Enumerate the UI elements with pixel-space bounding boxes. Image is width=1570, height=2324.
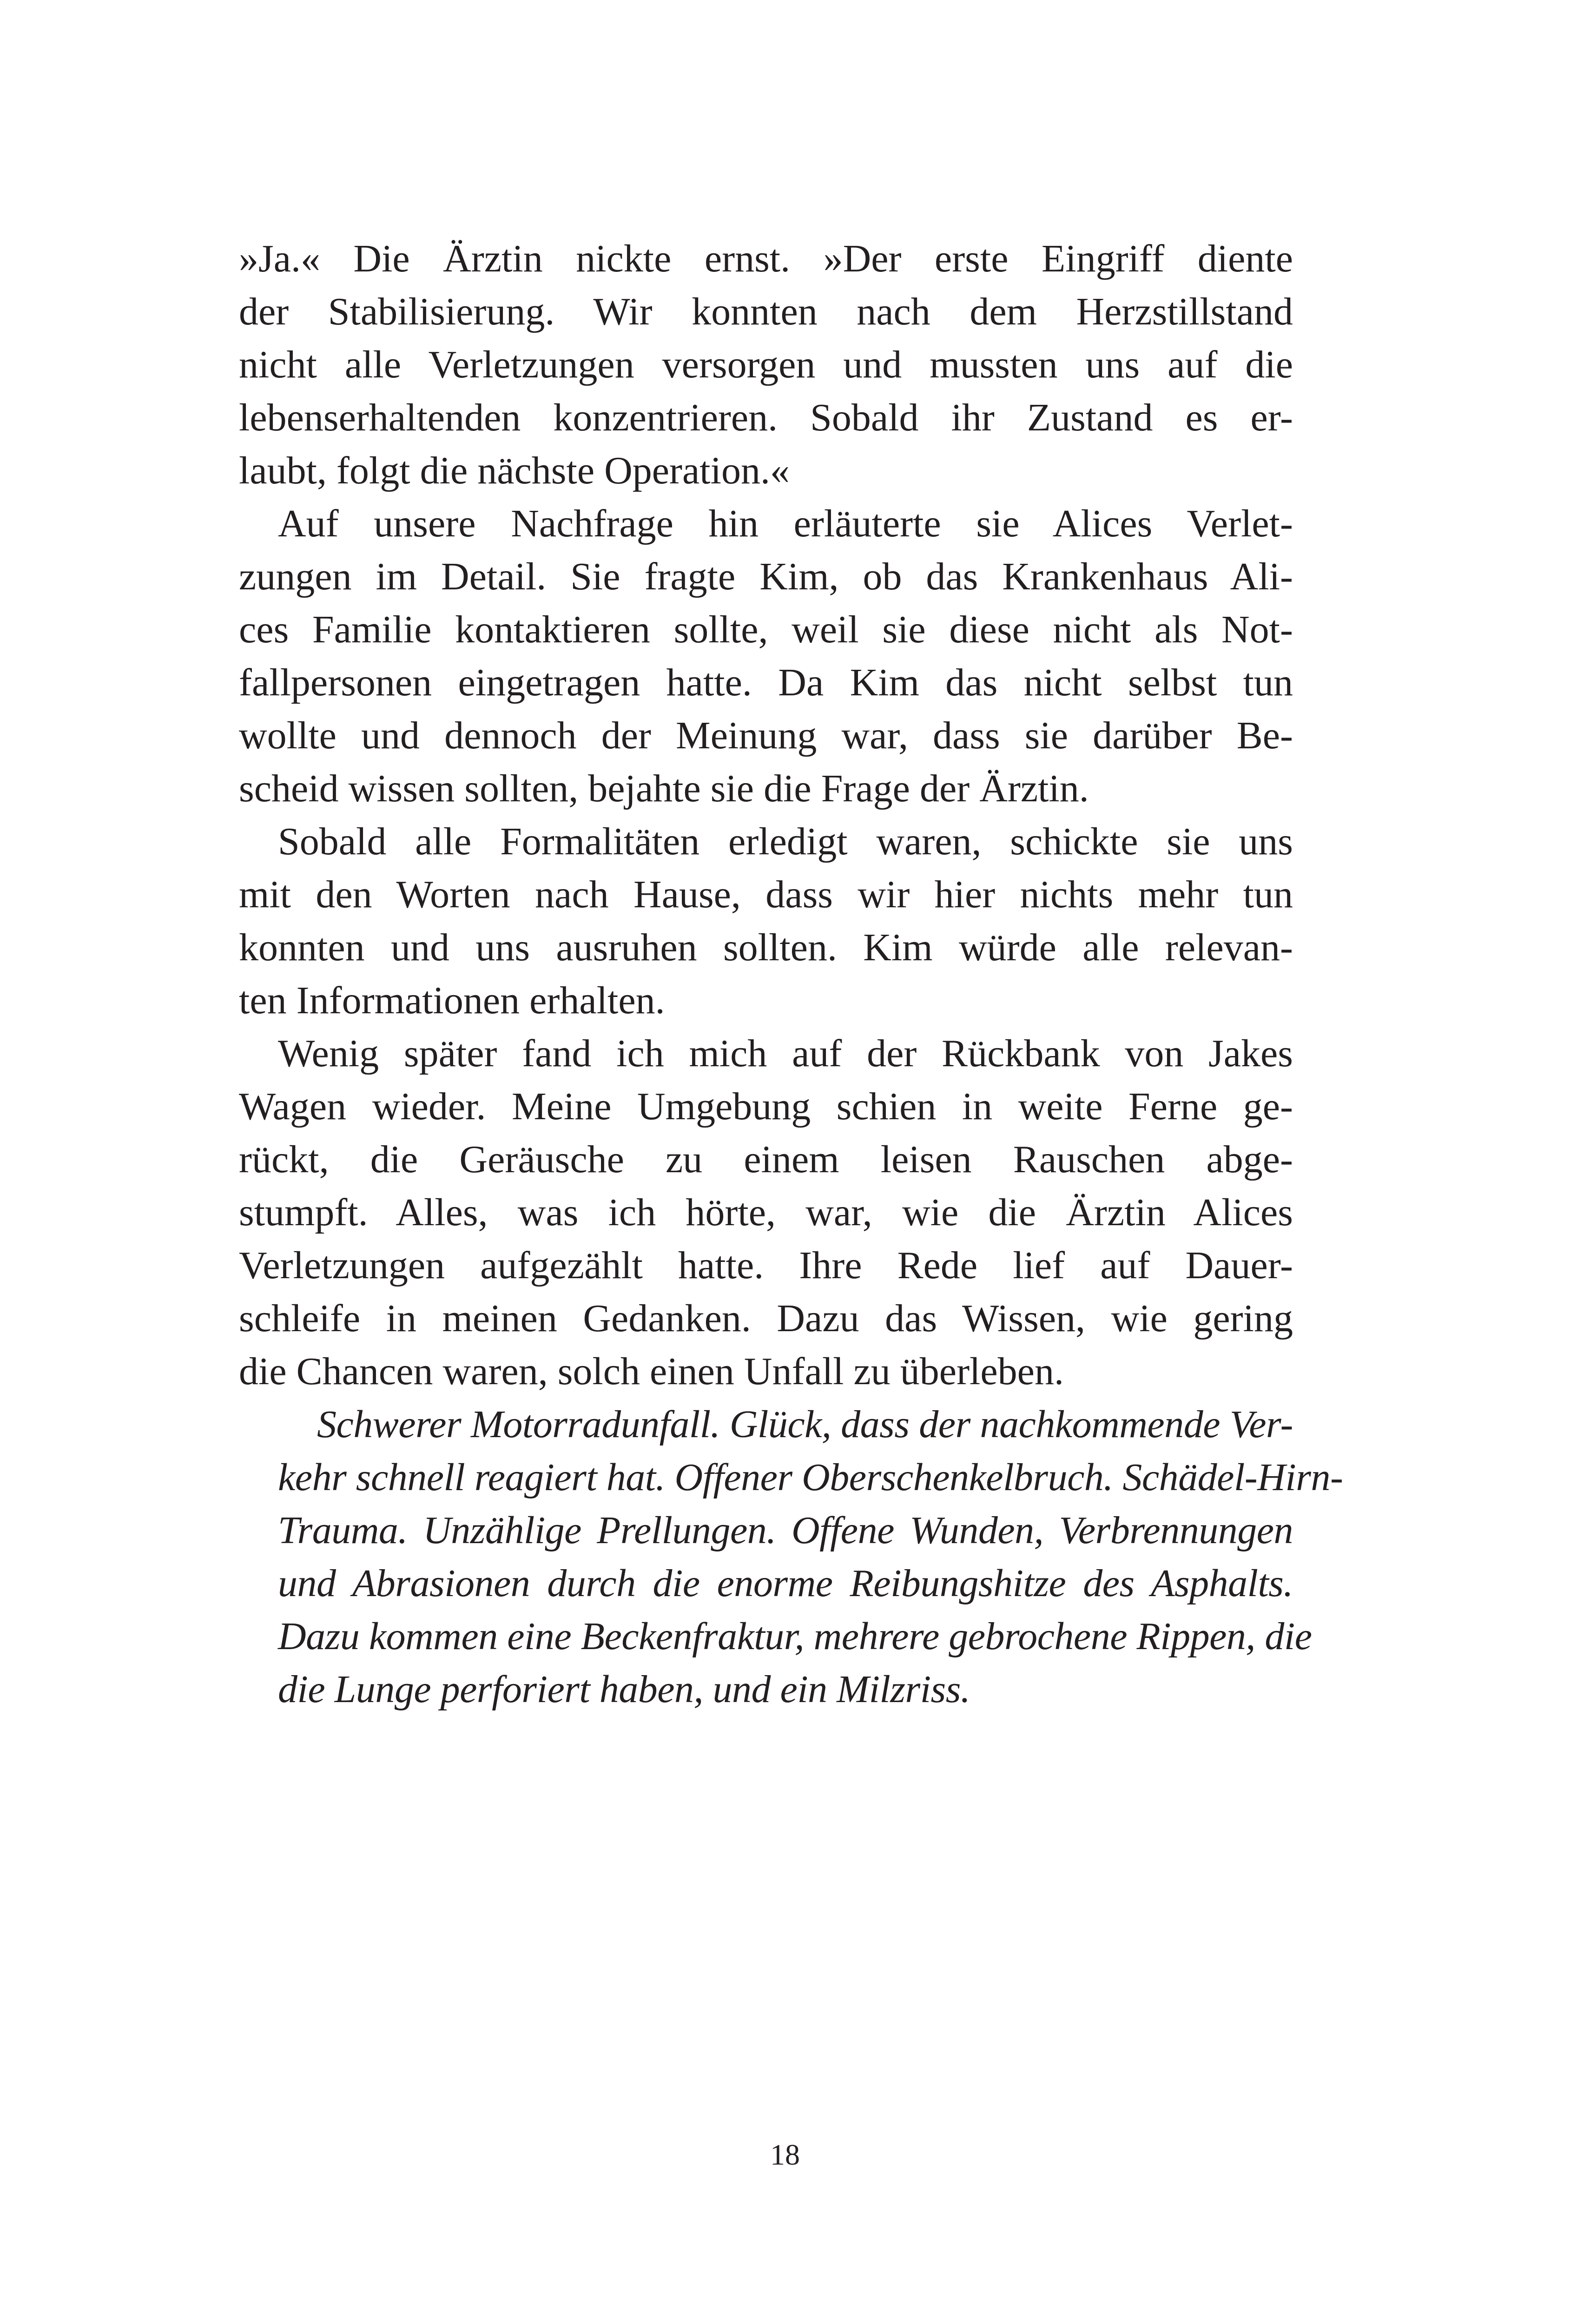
text-line: der Stabilisierung. Wir konnten nach dem Herzstillstand <box>239 290 1293 333</box>
text-line: rückt, die Geräusche zu einem leisen Rauschen abge- <box>239 1138 1293 1181</box>
paragraph-5-italic <box>239 1398 1343 1716</box>
text-line: zungen im Detail. Sie fragte Kim, ob das Krankenhaus Ali- <box>239 555 1293 598</box>
text-line: laubt, folgt die nächste Operation.« <box>239 449 790 492</box>
text-line: und Abrasionen durch die enorme Reibungshitze des Asphalts. <box>278 1562 1293 1605</box>
text-line: mit den Worten nach Hause, dass wir hier nichts mehr tun <box>239 873 1293 916</box>
paragraph-4 <box>239 1027 1293 1398</box>
text-line: die Lunge perforiert haben, und ein Milzriss. <box>278 1668 970 1711</box>
text-line: lebenserhaltenden konzentrieren. Sobald ihr Zustand es er- <box>239 396 1293 439</box>
text-line: Dazu kommen eine Beckenfraktur, mehrere gebrochene Rippen, die <box>278 1615 1312 1658</box>
body-text <box>239 232 1343 1716</box>
text-line: Wenig später fand ich mich auf der Rückbank von Jakes <box>278 1032 1293 1075</box>
text-line: »Ja.« Die Ärztin nickte ernst. »Der erste Eingriff diente <box>239 237 1293 280</box>
text-line: Verletzungen aufgezählt hatte. Ihre Rede lief auf Dauer- <box>239 1244 1293 1287</box>
text-line: ces Familie kontaktieren sollte, weil sie diese nicht als Not- <box>239 608 1293 651</box>
text-line: konnten und uns ausruhen sollten. Kim würde alle relevan- <box>239 926 1293 969</box>
text-line: kehr schnell reagiert hat. Offener Oberschenkelbruch. Schädel-Hirn- <box>278 1456 1343 1499</box>
paragraph-3 <box>239 815 1293 1027</box>
text-line: Schwerer Motorradunfall. Glück, dass der nachkommende Ver- <box>317 1403 1293 1446</box>
text-line: die Chancen waren, solch einen Unfall zu überleben. <box>239 1350 1064 1393</box>
paragraph-1 <box>239 232 1293 497</box>
text-line: fallpersonen eingetragen hatte. Da Kim das nicht selbst tun <box>239 661 1293 704</box>
text-line: ten Informationen erhalten. <box>239 979 665 1022</box>
text-line: stumpft. Alles, was ich hörte, war, wie die Ärztin Alices <box>239 1191 1293 1234</box>
text-line: wollte und dennoch der Meinung war, dass sie darüber Be- <box>239 714 1293 757</box>
paragraph-2 <box>239 497 1293 815</box>
text-line: Sobald alle Formalitäten erledigt waren, schickte sie uns <box>278 820 1293 863</box>
text-line: scheid wissen sollten, bejahte sie die Frage der Ärztin. <box>239 767 1089 810</box>
text-line: Wagen wieder. Meine Umgebung schien in weite Ferne ge- <box>239 1085 1293 1128</box>
text-line: nicht alle Verletzungen versorgen und mussten uns auf die <box>239 343 1293 386</box>
page-number: 18 <box>770 2138 800 2171</box>
text-line: Trauma. Unzählige Prellungen. Offene Wunden, Verbrennungen <box>278 1509 1293 1552</box>
text-line: Auf unsere Nachfrage hin erläuterte sie Alices Verlet- <box>278 502 1293 545</box>
text-line: schleife in meinen Gedanken. Dazu das Wissen, wie gering <box>239 1297 1293 1340</box>
